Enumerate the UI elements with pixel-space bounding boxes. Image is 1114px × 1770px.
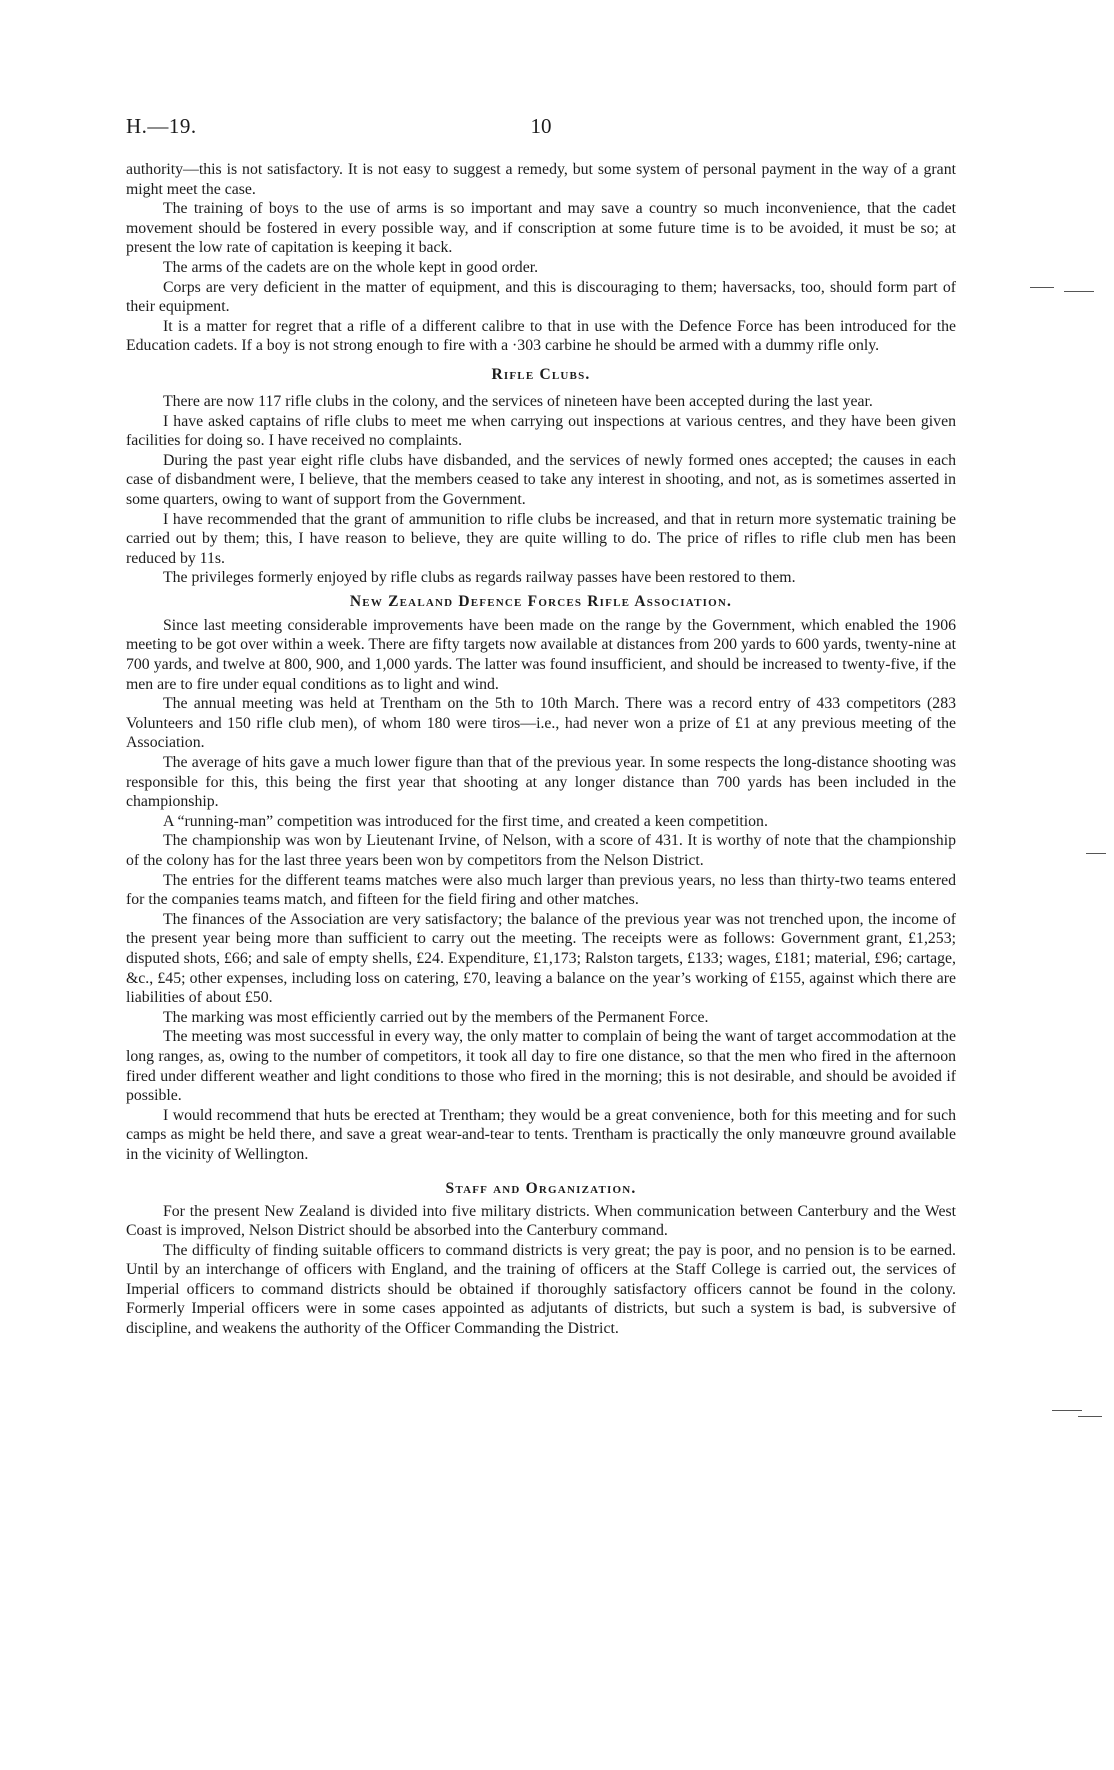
paragraph: For the present New Zealand is divided into five military districts. When communication between Canterbury and the West Coast is improved, Nelson District should be absorbed into the Canterbury command. [126,1202,956,1240]
paragraph: I would recommend that huts be erected at Trentham; they would be a great convenience, both for this meeting and for such camps as might be held there, and save a great wear-and-tear to tents. Trentham is practically the only manœuvre ground available in the vicinity of Wellington. [126,1106,956,1163]
paragraph: During the past year eight rifle clubs have disbanded, and the services of newly formed ones accepted; the causes in each case of disbandment were, I believe, that the members ceased to take any interest in shooting, and not, as is sometimes asserted in some quarters, owing to want of support from the Government. [126,451,956,508]
paragraph: The difficulty of finding suitable officers to command districts is very great; the pay is poor, and no pension is to be earned. Until by an interchange of officers with England, and the training of officers at the Staff College is carried out, the services of Imperial officers to command districts should be obtained if thoroughly satisfactory officers cannot be found in the colony. Formerly Imperial officers were in some cases appointed as adjutants of districts, but such a system is bad, is subversive of discipline, and weakens the authority of the Officer Commanding the District. [126,1241,956,1338]
margin-mark [1078,1416,1102,1417]
paragraph: authority—this is not satisfactory. It is not easy to suggest a remedy, but some system of personal payment in the way of a grant might meet the case. [126,161,956,198]
margin-mark [1052,1410,1082,1411]
paragraph: A “running-man” competition was introduced for the first time, and created a keen competition. [163,812,768,830]
section-heading-rifle-clubs: Rifle Clubs. [491,365,591,383]
paragraph: There are now 117 rifle clubs in the colony, and the services of nineteen have been accepted during the last year. [163,392,873,410]
paragraph: The annual meeting was held at Trentham on the 5th to 10th March. There was a record entry of 433 competitors (283 Volunteers and 150 rifle club men), of whom 180 were tiros—i.e., had never won a prize of £1 at any previous meeting of the Association. [126,695,956,752]
paragraph: The privileges formerly enjoyed by rifle clubs as regards railway passes have been restored to them. [163,569,796,587]
document-reference: H.—19. [126,114,197,138]
body-text [126,160,956,1339]
section-heading-rifle-association: New Zealand Defence Forces Rifle Association. [349,592,733,610]
page-header [126,114,956,144]
paragraph: The meeting was most successful in every way, the only matter to complain of being the want of target accommodation at the long ranges, as, owing to the number of competitors, it took all day to fire one distance, so that the men who fired in the afternoon fired under different weather and light conditions to those who fired in the morning; this is not desirable, and should be avoided if possible. [126,1028,956,1105]
margin-mark [1030,287,1054,288]
paragraph: The average of hits gave a much lower figure than that of the previous year. In some respects the long-distance shooting was responsible for this, this being the first year that shooting at any longer distance than 700 yards has been included in the championship. [126,754,956,811]
paragraph: The finances of the Association are very satisfactory; the balance of the previous year was not trenched upon, the income of the present year being more than sufficient to carry out the meeting. The receipts were as follows: Government grant, £1,253; disputed shots, £66; and sale of empty shells, £24. Expenditure, £1,173; Ralston targets, £133; wages, £181; material, £96; cartage, &c., £45; other expenses, including loss on catering, £70, leaving a balance on the year’s working of £155, against which there are liabilities of about £50. [126,910,956,1007]
paragraph: I have asked captains of rifle clubs to meet me when carrying out inspections at various centres, and they have been given facilities for doing so. I have received no complaints. [126,412,956,450]
paragraph: It is a matter for regret that a rifle of a different calibre to that in use with the Defence Force has been introduced for the Education cadets. If a boy is not strong enough to fire with a ·303 carbine he should be armed with a dummy rifle only. [126,317,956,355]
paragraph: The arms of the cadets are on the whole kept in good order. [163,258,539,276]
paragraph: Corps are very deficient in the matter of equipment, and this is discouraging to them; haversacks, too, should form part of their equipment. [126,278,956,316]
section-heading-staff-organization: Staff and Organization. [445,1179,637,1197]
paragraph: Since last meeting considerable improvements have been made on the range by the Government, which enabled the 1906 meeting to be got over within a week. There are fifty targets now available at distances from 200 yards to 600 yards, twenty-nine at 700 yards, and twelve at 800, 900, and 1,000 yards. The latter was found insufficient, and should be increased to twenty-five, if the men are to fire under equal conditions as to light and wind. [126,616,956,693]
paragraph: The entries for the different teams matches were also much larger than previous years, no less than thirty-two teams entered for the companies teams match, and fifteen for the field firing and other matches. [126,871,956,909]
paragraph: The championship was won by Lieutenant Irvine, of Nelson, with a score of 431. It is worthy of note that the championship of the colony has for the last three years been won by competitors from the Nelson District. [126,832,956,869]
margin-mark [1086,853,1106,854]
paragraph: I have recommended that the grant of ammunition to rifle clubs be increased, and that in return more systematic training be carried out by them; this, I have reason to believe, they are quite willing to do. The price of rifles to rifle club men has been reduced by 11s. [126,510,956,567]
page-number: 10 [530,114,552,138]
paragraph: The training of boys to the use of arms is so important and may save a country so much inconvenience, that the cadet movement should be fostered in every possible way, and if conscription at some future time is to be avoided, it must be so; at present the low rate of capitation is keeping it back. [126,200,956,257]
margin-mark [1064,291,1094,292]
paragraph: The marking was most efficiently carried out by the members of the Permanent Force. [163,1008,709,1026]
